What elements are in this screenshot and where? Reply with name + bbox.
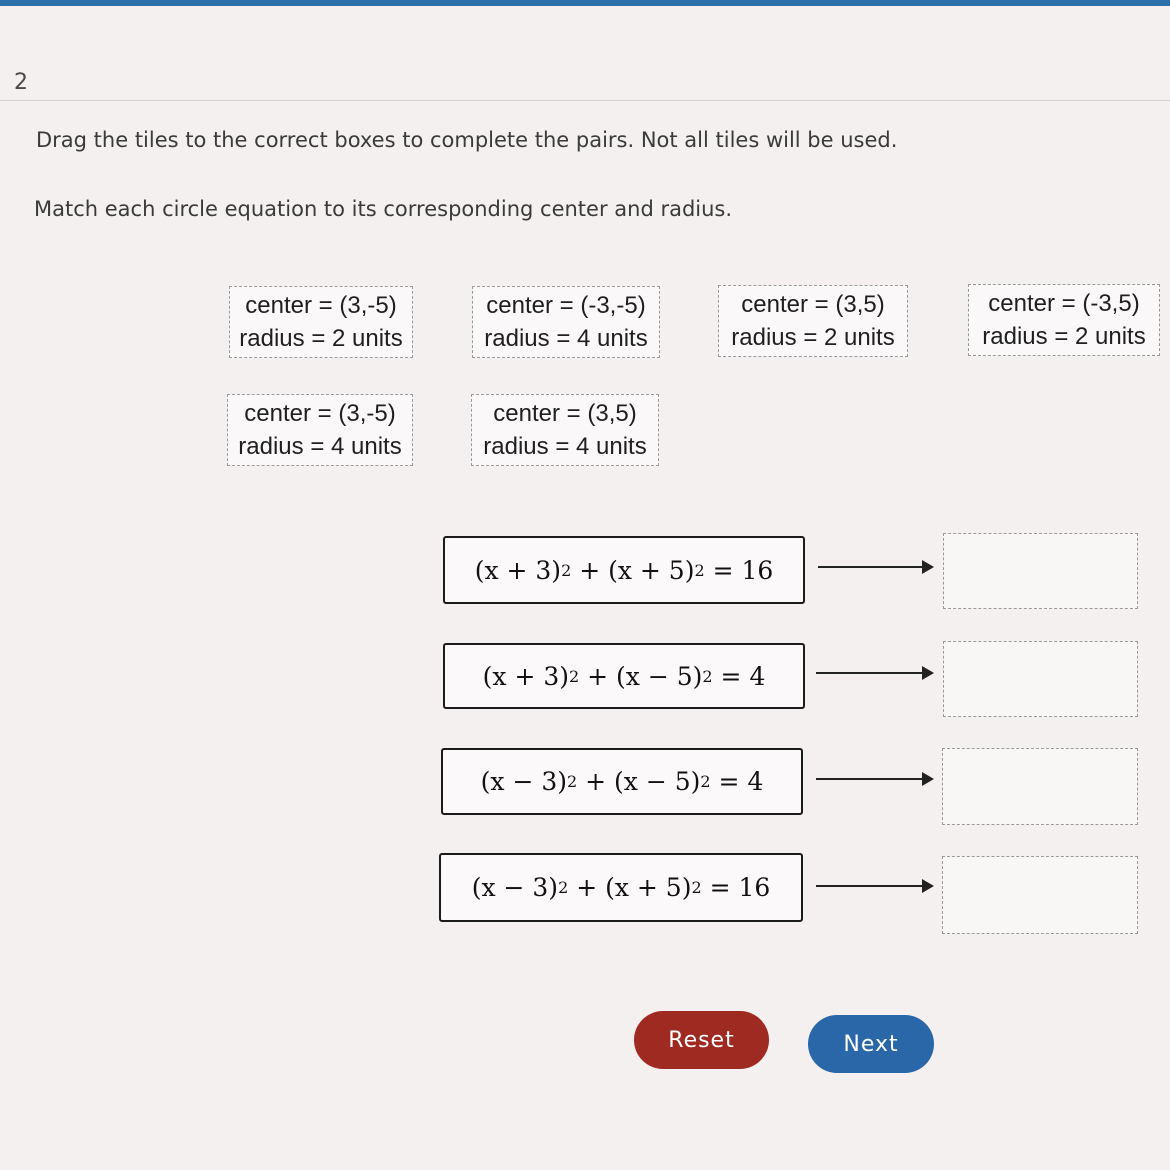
- equation-term-b: (x − 5): [614, 767, 701, 796]
- exponent: 2: [558, 878, 569, 897]
- instruction-text: Drag the tiles to the correct boxes to complete the pairs. Not all tiles will be used.: [36, 128, 898, 152]
- tile-center: center = (3,-5): [244, 400, 396, 427]
- equation-rhs: 16: [738, 873, 771, 902]
- tile-center: center = (-3,-5): [486, 292, 646, 319]
- drop-box-4[interactable]: [942, 856, 1138, 934]
- equation-term-b: (x + 5): [605, 873, 692, 902]
- equation-rhs: 4: [749, 661, 766, 691]
- equation-4: (x − 3) 2 + (x + 5) 2 = 16: [439, 853, 803, 922]
- next-button[interactable]: Next: [808, 1015, 934, 1073]
- drop-box-2[interactable]: [943, 641, 1138, 717]
- tile-center: center = (-3,5): [988, 290, 1140, 317]
- tile-center: center = (3,5): [741, 291, 885, 318]
- drop-box-3[interactable]: [942, 748, 1138, 825]
- tile-radius: radius = 4 units: [238, 433, 402, 460]
- equation-term-a: (x + 3): [474, 555, 562, 585]
- equation-term-b: (x − 5): [616, 661, 703, 691]
- arrow-icon: [818, 566, 932, 568]
- exponent: 2: [702, 666, 713, 686]
- exponent: 2: [694, 560, 705, 580]
- tile-3[interactable]: [718, 285, 908, 357]
- prompt-text: Match each circle equation to its corresponding center and radius.: [34, 197, 733, 221]
- tile-1[interactable]: [229, 286, 413, 358]
- top-bar: [0, 0, 1170, 6]
- exponent: 2: [567, 772, 578, 791]
- tile-2[interactable]: [472, 286, 660, 358]
- exponent: 2: [561, 560, 572, 580]
- tile-radius: radius = 4 units: [484, 325, 648, 352]
- equation-2: (x + 3) 2 + (x − 5) 2 = 4: [443, 643, 805, 709]
- exponent: 2: [691, 878, 702, 897]
- equation-term-a: (x − 3): [471, 873, 559, 902]
- reset-button[interactable]: Reset: [634, 1011, 769, 1069]
- exponent: 2: [569, 666, 580, 686]
- tile-5[interactable]: [227, 394, 413, 466]
- header-divider: [0, 100, 1170, 101]
- tile-radius: radius = 4 units: [483, 433, 647, 460]
- equation-rhs: 4: [747, 767, 764, 796]
- tile-radius: radius = 2 units: [731, 324, 895, 351]
- exponent: 2: [700, 772, 711, 791]
- equation-3: (x − 3) 2 + (x − 5) 2 = 4: [441, 748, 803, 815]
- equation-term-a: (x − 3): [480, 767, 568, 796]
- question-number: 2: [14, 70, 28, 95]
- drop-box-1[interactable]: [943, 533, 1138, 609]
- arrow-icon: [816, 885, 932, 887]
- equation-rhs: 16: [741, 555, 774, 585]
- tile-radius: radius = 2 units: [239, 325, 403, 352]
- equation-1: (x + 3) 2 + (x + 5) 2 = 16: [443, 536, 805, 604]
- tile-center: center = (3,5): [493, 400, 637, 427]
- tile-4[interactable]: [968, 284, 1160, 356]
- tile-radius: radius = 2 units: [982, 323, 1146, 350]
- tile-center: center = (3,-5): [245, 292, 397, 319]
- arrow-icon: [816, 778, 932, 780]
- equation-term-b: (x + 5): [608, 555, 695, 585]
- arrow-icon: [816, 672, 932, 674]
- tile-6[interactable]: [471, 394, 659, 466]
- equation-term-a: (x + 3): [482, 661, 570, 691]
